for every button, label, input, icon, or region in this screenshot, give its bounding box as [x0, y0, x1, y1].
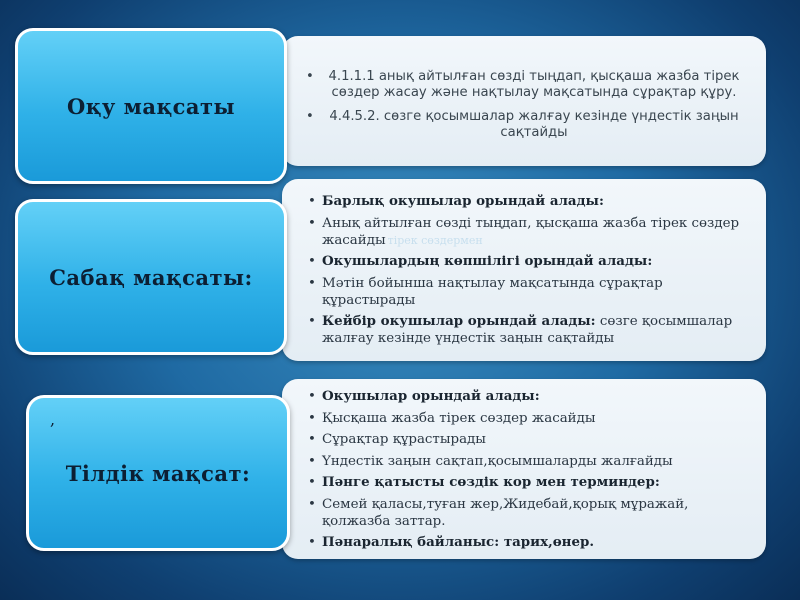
item-text: сөзге қосымшалар жалғау кезінде үндестік заңын сақтайды [322, 314, 733, 346]
item-text: Мәтін бойынша нақтылау мақсатында сұрақтар құрастырады [322, 275, 663, 308]
list-item [306, 410, 750, 427]
list-item [304, 109, 748, 141]
item-text: Қысқаша жазба тірек сөздер жасайды [322, 410, 596, 426]
section-title: Тілдік мақсат: [65, 460, 251, 486]
group-heading: Кейбір окушылар орындай алады: [322, 313, 596, 329]
section-title: Сабақ мақсаты: [49, 264, 253, 290]
ghost-text: тірек сөздермен [387, 233, 483, 247]
list-item [306, 215, 750, 249]
group-heading: Пәнге қатысты сөздік кор мен терминдер: [322, 474, 660, 490]
list-item [306, 193, 750, 210]
learning-objective-label [15, 28, 287, 184]
list-item [306, 313, 750, 347]
list-item [304, 69, 748, 101]
learning-objective-list [282, 36, 766, 141]
lesson-objective-label [15, 199, 287, 355]
group-heading: Барлық окушылар орындай алады: [322, 193, 604, 209]
list-item [306, 474, 750, 491]
list-item [306, 431, 750, 448]
group-heading: Окушылардың көпшілігі орындай алады: [322, 253, 653, 269]
item-text: Семей қаласы,туған жер,Жидебай,қорық мұражай, қолжазба заттар. [322, 496, 689, 529]
list-item [306, 253, 750, 270]
language-objective-panel [282, 379, 766, 559]
objective-text: • 4.4.5.2. сөзге қосымшалар жалғау кезінде үндестік заңын сақтайды [329, 109, 739, 140]
item-text: Үндестік заңын сақтап,қосымшаларды жалғайды [322, 453, 673, 469]
language-objective-list [282, 379, 766, 551]
list-item [306, 388, 750, 405]
list-item [306, 275, 750, 309]
stray-mark: , [50, 410, 56, 429]
lesson-objective-list [282, 179, 766, 347]
item-text: Сұрақтар құрастырады [322, 432, 486, 447]
item-text: Анық айтылған сөзді тыңдап, қысқаша жазба тірек сөздер жасайды [322, 215, 740, 248]
section-title: Оқу мақсаты [66, 93, 236, 119]
learning-objective-panel [282, 36, 766, 166]
objective-text: • 4.1.1.1 анық айтылған сөзді тыңдап, қысқаша жазба тірек сөздер жасау және нақтылау мақсатында сұрақтар құру. [328, 69, 740, 100]
group-heading: Пәнаралық байланыс: тарих,өнер. [322, 534, 595, 550]
list-item [306, 534, 750, 551]
list-item [306, 453, 750, 470]
group-heading: Окушылар орындай алады: [322, 388, 540, 404]
language-objective-label [26, 395, 290, 551]
lesson-objective-panel [282, 179, 766, 361]
list-item [306, 496, 750, 530]
